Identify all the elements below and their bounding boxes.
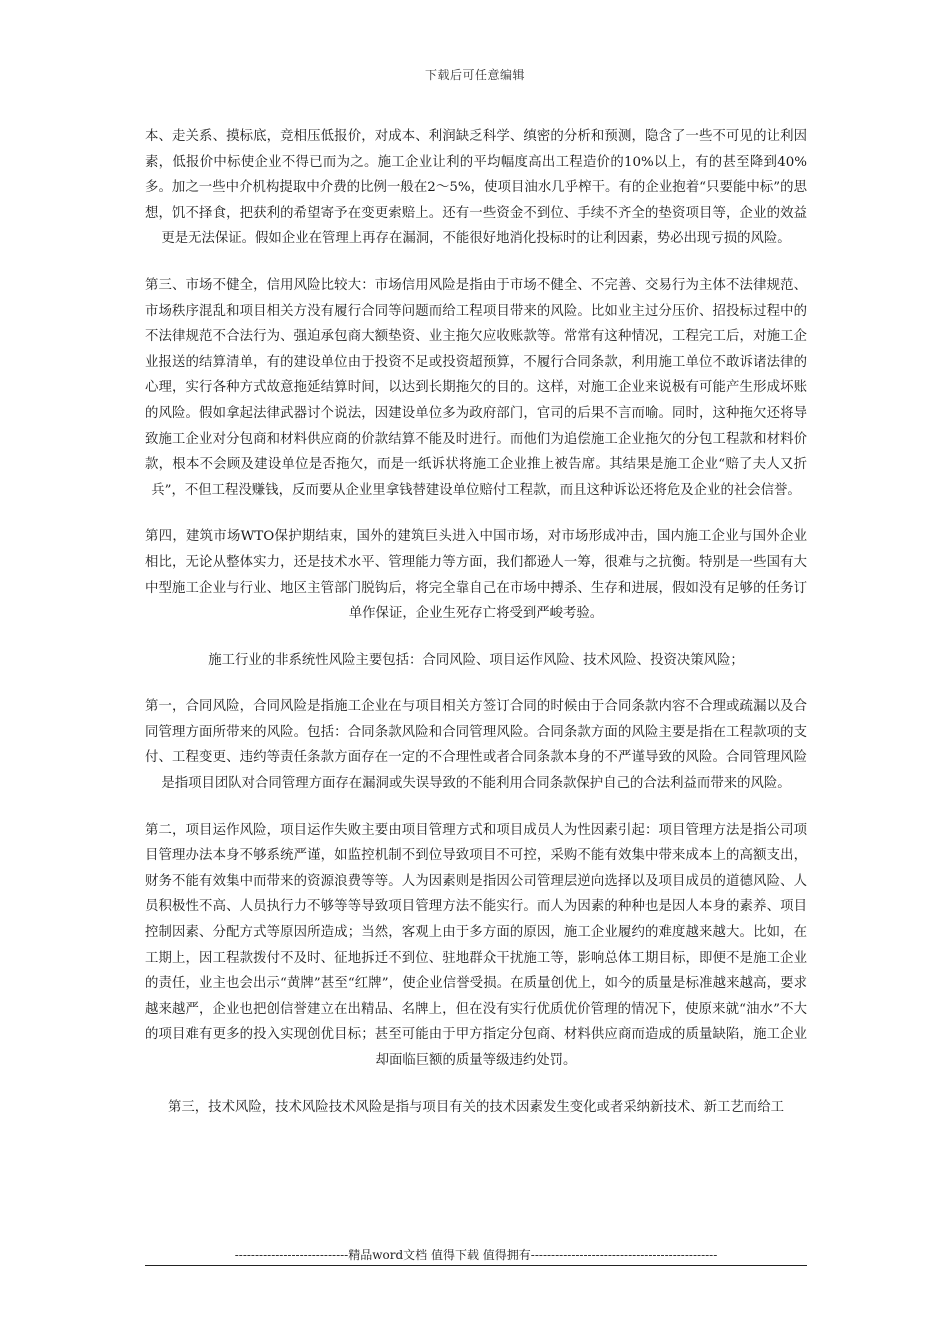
document-body xyxy=(145,124,807,1141)
page-header: 下载后可任意编辑 xyxy=(424,68,525,82)
paragraph-operation-risk: 第二，项目运作风险，项目运作失败主要由项目管理方式和项目成员人为性因素引起：项目管理方法是指公司项目管理办法本身不够系统严谨，如监控机制不到位导致项目不可控，采购不能有效集中带来成本上的高额支出，财务不能有效集中而带来的资源浪费等等。人为因素则是指因公司管理层逆向选择以及项目成员的道德风险、人员积极性不高、人员执行力不够等等导致项目管理方法不能实行。而人为因素的种种也是因人本身的素养、项目控制因素、分配方式等原因所造成；当然，客观上由于多方面的原因，施工企业履约的难度越来越大。比如，在工期上，因工程款拨付不及时、征地拆迁不到位、驻地群众干扰施工等，影响总体工期目标，即便不是施工企业的责任，业主也会出示“黄牌”甚至“红牌”，使企业信誉受损。在质量创优上，如今的质量是标准越来越高，要求越来越严，企业也把创信誉建立在出精品、名牌上，但在没有实行优质优价管理的情况下，使原来就“油水”不大的项目难有更多的投入实现创优目标；甚至可能由于甲方指定分包商、材料供应商而造成的质量缺陷，施工企业却面临巨额的质量等级违约处罚。 xyxy=(145,822,807,1068)
paragraph-wto-risk: 第四，建筑市场WTO保护期结束，国外的建筑巨头进入中国市场，对市场形成冲击，国内施工企业与国外企业相比，无论从整体实力，还是技术水平、管理能力等方面，我们都逊人一筹，很难与之抗衡。特别是一些国有大中型施工企业与行业、地区主管部门脱钩后，将完全靠自己在市场中搏杀、生存和进展，假如没有足够的任务订单作保证，企业生死存亡将受到严峻考验。 xyxy=(145,529,807,622)
paragraph-contract-risk: 第一，合同风险，合同风险是指施工企业在与项目相关方签订合同的时候由于合同条款内容不合理或疏漏以及合同管理方面所带来的风险。包括：合同条款风险和合同管理风险。合同条款方面的风险主要是指在工程款项的支付、工程变更、违约等责任条款方面存在一定的不合理性或者合同条款本身的不严谨导致的风险。合同管理风险是指项目团队对合同管理方面存在漏洞或失误导致的不能利用合同条款保护自己的合法利益而带来的风险。 xyxy=(145,699,807,792)
paragraph-bid-risk: 本、走关系、摸标底，竞相压低报价，对成本、利润缺乏科学、缜密的分析和预测，隐含了一些不可见的让利因素，低报价中标使企业不得已而为之。施工企业让利的平均幅度高出工程造价的10%以上，有的甚至降到40%多。加之一些中介机构提取中介费的比例一般在2～5%，使项目油水几乎榨干。有的企业抱着“只要能中标”的思想，饥不择食，把获利的希望寄予在变更索赔上。还有一些资金不到位、手续不齐全的垫资项目等，企业的效益更是无法保证。假如企业在管理上再存在漏洞，不能很好地消化投标时的让利因素，势必出现亏损的风险。 xyxy=(145,129,807,247)
footer-divider xyxy=(145,1265,807,1266)
paragraph-credit-risk: 第三、市场不健全，信用风险比较大：市场信用风险是指由于市场不健全、不完善、交易行为主体不法律规范、市场秩序混乱和项目相关方没有履行合同等问题而给工程项目带来的风险。比如业主过分压价、招投标过程中的不法律规范不合法行为、强迫承包商大额垫资、业主拖欠应收账款等。常常有这种情况，工程完工后，对施工企业报送的结算清单，有的建设单位由于投资不足或投资超预算，不履行合同条款，利用施工单位不敢诉诸法律的心理，实行各种方式故意拖延结算时间，以达到长期拖欠的目的。这样，对施工企业来说极有可能产生形成坏账的风险。假如拿起法律武器讨个说法，因建设单位多为政府部门，官司的后果不言而喻。同时，这种拖欠还将导致施工企业对分包商和材料供应商的价款结算不能及时进行。而他们为追偿施工企业拖欠的分包工程款和材料价款，根本不会顾及建设单位是否拖欠，而是一纸诉状将施工企业推上被告席。其结果是施工企业“赔了夫人又折兵”，不但工程没赚钱，反而要从企业里拿钱替建设单位赔付工程款，而且这种诉讼还将危及企业的社会信誉。 xyxy=(145,277,807,498)
page-footer: ----------------------------精品word文档 值得下载 值得拥有---------------------------------------------- xyxy=(234,1248,718,1262)
paragraph-nonsystemic-summary: 施工行业的非系统性风险主要包括：合同风险、项目运作风险、技术风险、投资决策风险； xyxy=(208,652,744,668)
paragraph-technical-risk: 第三，技术风险，技术风险技术风险是指与项目有关的技术因素发生变化或者采纳新技术、新工艺而给工 xyxy=(168,1099,784,1115)
